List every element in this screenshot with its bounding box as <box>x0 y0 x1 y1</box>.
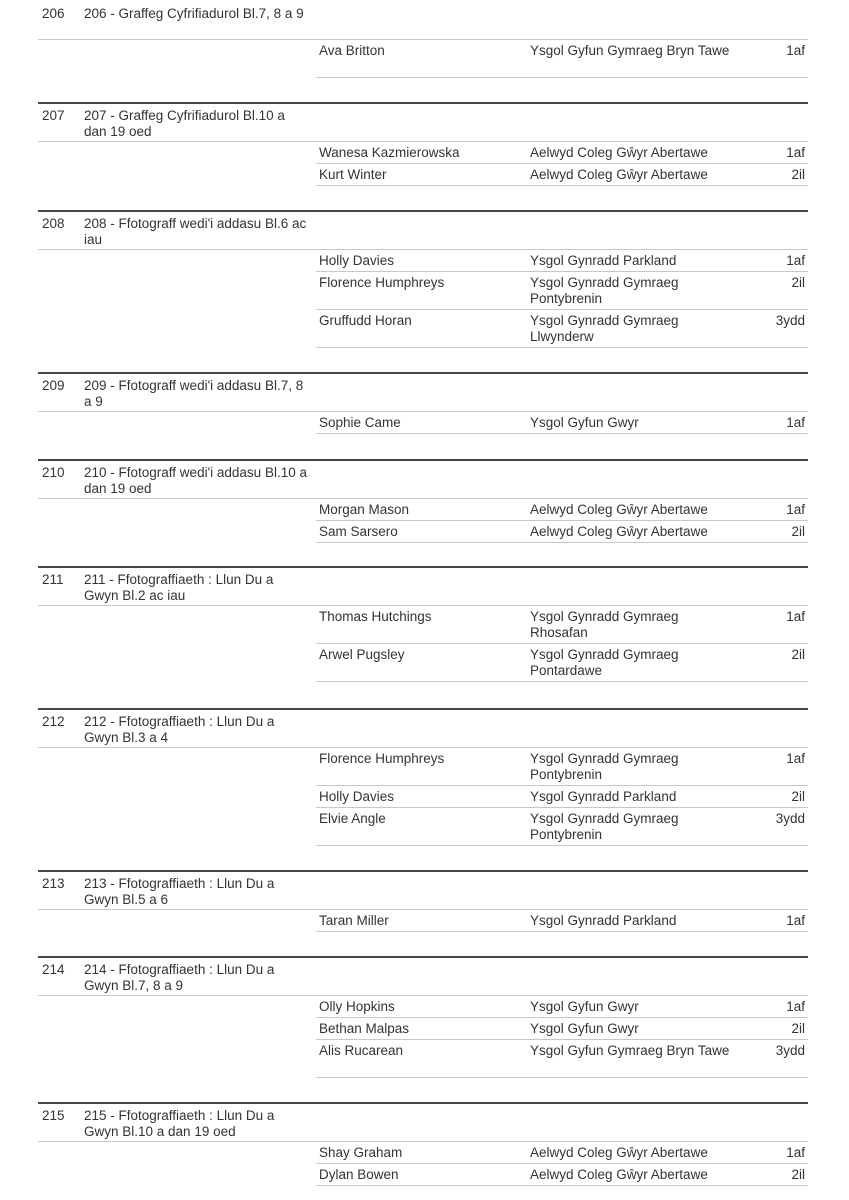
competition-number: 209 <box>42 378 65 393</box>
competitor-name: Kurt Winter <box>319 167 387 182</box>
row-rule <box>316 845 808 846</box>
row-rule <box>316 77 808 78</box>
competitor-name: Holly Davies <box>319 789 395 804</box>
competitor-name: Dylan Bowen <box>319 1167 399 1182</box>
school-name: Ysgol Gyfun Gwyr <box>530 1021 639 1036</box>
school-name: Ysgol Gynradd Parkland <box>530 253 677 268</box>
competitor-name: Sophie Came <box>319 415 401 430</box>
row-rule <box>316 433 808 434</box>
competitor-name: Elvie Angle <box>319 811 386 826</box>
placing: 1af <box>786 609 805 624</box>
placing: 1af <box>786 145 805 160</box>
competition-divider <box>38 956 808 958</box>
competitor-name: Morgan Mason <box>319 502 410 517</box>
competition-number: 207 <box>42 108 65 123</box>
competition-divider <box>38 1102 808 1104</box>
school-name: Aelwyd Coleg Gŵyr Abertawe <box>530 1167 708 1182</box>
competitor-name: Ava Britton <box>319 43 385 58</box>
competition-number: 215 <box>42 1108 65 1123</box>
placing: 3ydd <box>775 313 805 328</box>
competitor-name: Gruffudd Horan <box>319 313 412 328</box>
row-rule <box>316 1077 808 1078</box>
placing: 1af <box>786 253 805 268</box>
competitor-name: Sam Sarsero <box>319 524 398 539</box>
result-row <box>316 1018 808 1040</box>
school-name: Ysgol Gyfun Gwyr <box>530 999 639 1014</box>
placing: 2il <box>791 1021 805 1036</box>
competition-divider <box>38 708 808 710</box>
placing: 2il <box>791 647 805 662</box>
competition-divider <box>38 102 808 104</box>
school-name: Ysgol Gynradd Parkland <box>530 789 677 804</box>
placing: 1af <box>786 1145 805 1160</box>
school-name: Ysgol Gynradd Gymraeg Rhosafan <box>530 609 679 640</box>
row-rule <box>316 185 808 186</box>
result-row <box>316 910 808 932</box>
competition-title: 208 - Ffotograff wedi'i addasu Bl.6 ac iau <box>84 216 307 247</box>
competition-number: 206 <box>42 6 65 21</box>
competition-title: 214 - Ffotograffiaeth : Llun Du a Gwyn Bl.7, 8 a 9 <box>84 962 275 993</box>
result-row <box>316 412 808 434</box>
placing: 3ydd <box>775 811 805 826</box>
row-rule <box>316 1185 808 1186</box>
competition-divider <box>38 372 808 374</box>
row-rule <box>316 681 808 682</box>
result-row <box>316 499 808 521</box>
placing: 1af <box>786 502 805 517</box>
competition-number: 208 <box>42 216 65 231</box>
result-row <box>316 40 808 78</box>
row-rule <box>316 347 808 348</box>
competition-divider <box>38 566 808 568</box>
school-name: Aelwyd Coleg Gŵyr Abertawe <box>530 167 708 182</box>
placing: 1af <box>786 999 805 1014</box>
competition-title: 210 - Ffotograff wedi'i addasu Bl.10 a dan 19 oed <box>84 465 307 496</box>
competitor-name: Shay Graham <box>319 1145 403 1160</box>
placing: 2il <box>791 1167 805 1182</box>
result-row <box>316 250 808 272</box>
competition-number: 210 <box>42 465 65 480</box>
placing: 2il <box>791 524 805 539</box>
placing: 1af <box>786 913 805 928</box>
school-name: Ysgol Gyfun Gymraeg Bryn Tawe <box>530 1043 730 1058</box>
placing: 1af <box>786 43 805 58</box>
competitor-name: Olly Hopkins <box>319 999 395 1014</box>
competition-title: 212 - Ffotograffiaeth : Llun Du a Gwyn Bl.3 a 4 <box>84 714 275 745</box>
result-row <box>316 1164 808 1186</box>
school-name: Ysgol Gyfun Gwyr <box>530 415 639 430</box>
school-name: Ysgol Gynradd Gymraeg Pontybrenin <box>530 275 679 306</box>
result-row <box>316 521 808 543</box>
competition-title: 215 - Ffotograffiaeth : Llun Du a Gwyn Bl.10 a dan 19 oed <box>84 1108 275 1139</box>
result-row <box>316 606 808 644</box>
result-row <box>316 786 808 808</box>
competition-divider <box>38 210 808 212</box>
competition-number: 211 <box>42 572 64 587</box>
result-row <box>316 310 808 348</box>
competition-number: 212 <box>42 714 65 729</box>
competition-divider <box>38 459 808 461</box>
competitor-name: Wanesa Kazmierowska <box>319 145 460 160</box>
result-row <box>316 1040 808 1078</box>
competition-title: 211 - Ffotograffiaeth : Llun Du a Gwyn Bl.2 ac iau <box>84 572 274 603</box>
result-row <box>316 142 808 164</box>
school-name: Aelwyd Coleg Gŵyr Abertawe <box>530 502 708 517</box>
competition-number: 213 <box>42 876 65 891</box>
result-row <box>316 996 808 1018</box>
result-row <box>316 164 808 186</box>
competitor-name: Alis Rucarean <box>319 1043 404 1058</box>
result-row <box>316 808 808 846</box>
placing: 1af <box>786 415 805 430</box>
placing: 2il <box>791 275 805 290</box>
competition-title: 209 - Ffotograff wedi'i addasu Bl.7, 8 a 9 <box>84 378 304 409</box>
competition-title: 206 - Graffeg Cyfrifiadurol Bl.7, 8 a 9 <box>84 6 304 21</box>
school-name: Ysgol Gyfun Gymraeg Bryn Tawe <box>530 43 730 58</box>
school-name: Ysgol Gynradd Gymraeg Pontybrenin <box>530 811 679 842</box>
school-name: Ysgol Gynradd Parkland <box>530 913 677 928</box>
competitor-name: Florence Humphreys <box>319 275 445 290</box>
competitor-name: Arwel Pugsley <box>319 647 405 662</box>
placing: 2il <box>791 167 805 182</box>
competition-title: 207 - Graffeg Cyfrifiadurol Bl.10 a dan 19 oed <box>84 108 285 139</box>
result-row <box>316 644 808 682</box>
school-name: Aelwyd Coleg Gŵyr Abertawe <box>530 1145 708 1160</box>
school-name: Ysgol Gynradd Gymraeg Pontardawe <box>530 647 679 678</box>
competition-number: 214 <box>42 962 65 977</box>
competition-title: 213 - Ffotograffiaeth : Llun Du a Gwyn Bl.5 a 6 <box>84 876 275 907</box>
school-name: Ysgol Gynradd Gymraeg Llwynderw <box>530 313 679 344</box>
placing: 1af <box>786 751 805 766</box>
result-row <box>316 748 808 786</box>
competitor-name: Florence Humphreys <box>319 751 445 766</box>
school-name: Aelwyd Coleg Gŵyr Abertawe <box>530 524 708 539</box>
result-row <box>316 272 808 310</box>
row-rule <box>316 931 808 932</box>
result-row <box>316 1142 808 1164</box>
competitor-name: Holly Davies <box>319 253 395 268</box>
competitor-name: Taran Miller <box>319 913 389 928</box>
school-name: Ysgol Gynradd Gymraeg Pontybrenin <box>530 751 679 782</box>
competitor-name: Thomas Hutchings <box>319 609 432 624</box>
placing: 2il <box>791 789 805 804</box>
school-name: Aelwyd Coleg Gŵyr Abertawe <box>530 145 708 160</box>
row-rule <box>316 542 808 543</box>
competition-divider <box>38 870 808 872</box>
competitor-name: Bethan Malpas <box>319 1021 410 1036</box>
placing: 3ydd <box>775 1043 805 1058</box>
